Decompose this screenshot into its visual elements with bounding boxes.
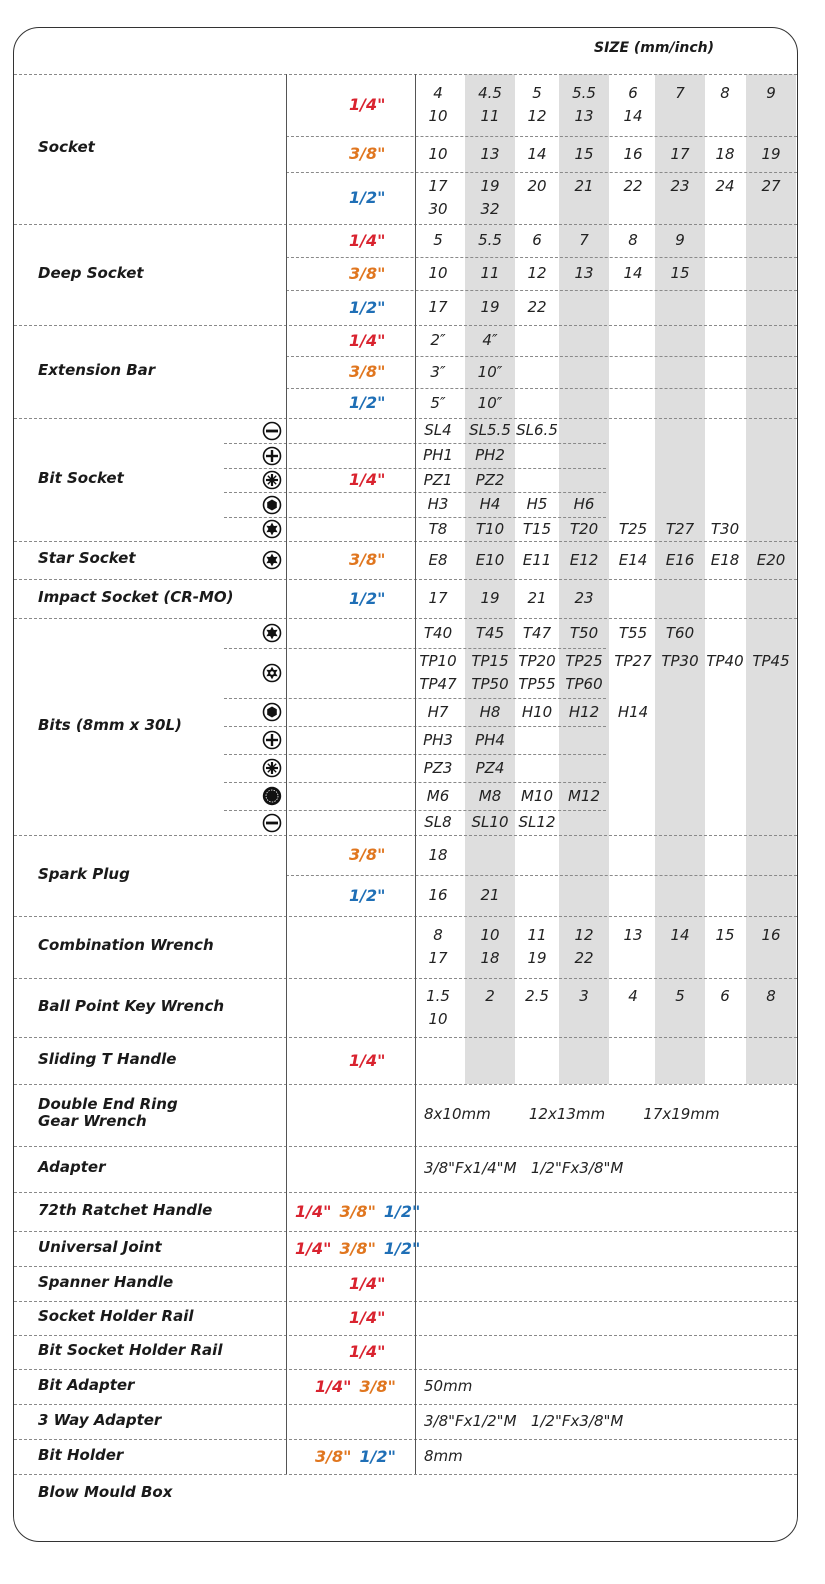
drive-size: 3/8" (315, 1446, 352, 1466)
drive-size-group (295, 1202, 420, 1221)
torx-icon (262, 550, 282, 570)
size-value: E11 (522, 550, 552, 569)
size-value: PH3 (423, 730, 453, 749)
row-separator (14, 1369, 797, 1370)
size-value: 9 (766, 84, 776, 102)
phillips-icon (262, 730, 282, 750)
drive-size: 1/2" (349, 393, 386, 412)
size-value: M12 (567, 786, 601, 805)
drive-size: 1/2" (383, 1238, 421, 1258)
size-value: H3 (427, 495, 449, 513)
size-value: 24 (715, 177, 735, 195)
size-value: 16 (428, 886, 448, 904)
size-value: M6 (426, 786, 450, 805)
row-separator (14, 916, 797, 917)
size-value: 10 (428, 144, 448, 163)
drive-size: 1/2" (359, 1446, 396, 1466)
size-value: T8 (428, 519, 448, 538)
row-separator (14, 579, 797, 580)
torx-plus-icon (262, 663, 282, 683)
size-value: 13 (574, 264, 594, 282)
size-value: 4 (433, 84, 443, 102)
size-value: 4.5 (478, 84, 502, 102)
size-value: 1.5 (426, 986, 450, 1005)
size-value: 6 (532, 231, 542, 249)
row-title: Spanner Handle (38, 1272, 174, 1291)
drive-size: 3/8" (349, 263, 386, 283)
hex-icon (262, 495, 282, 515)
size-value: 2.5 (525, 986, 549, 1005)
size-value: TP15 (471, 652, 509, 670)
row-title: Sliding T Handle (38, 1049, 177, 1068)
torx-icon (262, 519, 282, 539)
size-value: 17 (428, 949, 448, 967)
size-value: 5.5 (478, 231, 502, 249)
size-value: 13 (623, 926, 643, 944)
size-value: 5 (675, 986, 685, 1005)
size-value: 19 (761, 144, 781, 163)
row-separator (14, 325, 797, 326)
size-value: T50 (569, 623, 599, 642)
size-note: 3/8"Fx1/4"M 1/2"Fx3/8"M (424, 1159, 624, 1177)
row-title: Bits (8mm x 30L) (38, 715, 182, 734)
size-value: 5.5 (572, 84, 596, 102)
size-value: H8 (479, 702, 501, 721)
size-value: 5″ (430, 393, 446, 412)
size-value: 14 (670, 926, 690, 944)
row-title: Bit Adapter (38, 1375, 135, 1394)
size-value: 7 (579, 231, 589, 249)
size-value: 11 (480, 107, 500, 125)
size-value: T25 (618, 519, 648, 538)
size-value: SL5.5 (469, 421, 511, 439)
size-value: 9 (675, 231, 685, 249)
size-value: 22 (623, 177, 643, 195)
size-value: T15 (522, 519, 552, 538)
drive-size: 1/2" (383, 1201, 421, 1221)
pozidriv-icon (262, 470, 282, 490)
size-value: 2″ (430, 331, 446, 349)
size-value: H7 (427, 702, 449, 721)
size-value: M10 (520, 786, 554, 805)
size-value: T45 (475, 623, 505, 642)
drive-size-group (315, 1377, 396, 1396)
drive-size-group (295, 1239, 420, 1258)
row-title: Extension Bar (38, 360, 156, 379)
size-value: 11 (480, 264, 500, 282)
size-note: 3/8"Fx1/2"M 1/2"Fx3/8"M (424, 1411, 624, 1430)
drive-size: 3/8" (349, 550, 386, 569)
row-separator (14, 1231, 797, 1232)
size-value: 21 (527, 589, 547, 607)
size-value: PZ3 (423, 758, 453, 777)
size-value: 21 (480, 886, 500, 904)
drive-size: 1/2" (349, 297, 386, 317)
drive-size: 1/2" (349, 588, 386, 608)
row-title: Spark Plug (38, 864, 130, 883)
size-value: 5 (532, 84, 542, 102)
size-value: 10 (428, 107, 448, 125)
sub-row-separator (286, 290, 797, 291)
size-value: 15 (574, 144, 594, 163)
size-value: 18 (428, 845, 448, 864)
size-value: 19 (527, 949, 547, 967)
row-title: 72th Ratchet Handle (38, 1200, 213, 1219)
size-value: 15 (715, 926, 735, 944)
size-value: 15 (670, 264, 690, 282)
size-value: TP30 (661, 652, 699, 670)
size-value: 19 (480, 589, 500, 607)
size-value: TP10 (419, 652, 457, 670)
size-value: E20 (756, 550, 786, 569)
size-value: T60 (665, 623, 695, 642)
drive-size: 1/2" (349, 885, 386, 905)
row-separator (14, 835, 797, 836)
row-separator (14, 1301, 797, 1302)
column-divider (286, 74, 287, 1474)
size-value: T47 (522, 623, 552, 642)
row-separator (14, 541, 797, 542)
size-chart-frame (13, 27, 798, 1542)
size-value: 12 (527, 107, 547, 125)
hex-icon (262, 702, 282, 722)
row-title: Ball Point Key Wrench (38, 996, 225, 1015)
size-value: TP27 (614, 652, 652, 670)
row-title: Blow Mould Box (38, 1483, 173, 1501)
size-note: 50mm (424, 1376, 473, 1395)
torx-icon (262, 623, 282, 643)
size-value: SL10 (471, 813, 509, 831)
row-title: Impact Socket (CR-MO) (38, 587, 234, 606)
size-value: SL6.5 (516, 421, 558, 439)
row-title-line: Gear Wrench (38, 1112, 147, 1131)
row-separator (14, 224, 797, 225)
size-value: T55 (618, 623, 648, 642)
row-title: Deep Socket (38, 263, 144, 282)
size-value: 8 (720, 84, 730, 102)
sub-row-separator (286, 172, 797, 173)
row-title: Combination Wrench (38, 936, 214, 954)
row-separator (14, 1037, 797, 1038)
size-value: 17 (670, 144, 690, 163)
size-value: 30 (428, 200, 448, 218)
drive-size: 1/4" (349, 95, 386, 114)
row-separator (14, 1439, 797, 1440)
size-value: 10″ (477, 362, 503, 381)
size-value: E14 (618, 550, 648, 569)
size-value: 17 (428, 298, 448, 316)
size-value: TP40 (706, 652, 744, 670)
size-value: E16 (665, 550, 695, 569)
size-value: 13 (574, 107, 594, 125)
size-value: E18 (710, 550, 740, 569)
size-value: 12 (527, 264, 547, 282)
drive-size: 3/8" (349, 144, 386, 163)
size-value: 8 (766, 986, 776, 1005)
drive-size: 1/4" (295, 1201, 332, 1221)
row-title: 3 Way Adapter (38, 1410, 162, 1429)
row-title: Bit Socket Holder Rail (38, 1341, 223, 1359)
size-value: 19 (480, 298, 500, 316)
size-value: PZ4 (475, 758, 505, 777)
size-value: 17 (428, 589, 448, 607)
row-separator (14, 1146, 797, 1147)
size-value: E8 (428, 550, 448, 569)
size-value: 6 (628, 84, 638, 102)
size-value: 23 (574, 589, 594, 607)
size-column-header: SIZE (mm/inch) (594, 40, 714, 56)
pozidriv-icon (262, 758, 282, 778)
drive-size: 1/4" (349, 1273, 386, 1293)
drive-size: 3/8" (339, 1201, 376, 1221)
size-value: PH4 (475, 730, 505, 749)
size-value: TP47 (419, 675, 457, 693)
size-value: SL4 (424, 421, 452, 439)
size-value: 13 (480, 144, 500, 163)
size-value: H10 (521, 702, 553, 721)
size-value: SL8 (424, 813, 452, 831)
slotted-icon (262, 813, 282, 833)
size-value: 5 (433, 231, 443, 249)
row-separator (14, 978, 797, 979)
size-value: H14 (617, 702, 649, 721)
row-separator (14, 1404, 797, 1405)
sub-row-separator (286, 356, 797, 357)
size-value: 12 (574, 926, 594, 944)
sub-row-separator (286, 875, 797, 876)
size-value: TP25 (565, 652, 603, 670)
drive-size: 3/8" (359, 1376, 396, 1396)
size-value: PZ1 (423, 470, 453, 489)
drive-size: 1/4" (349, 330, 386, 350)
size-value: 10″ (477, 393, 503, 412)
row-separator (14, 418, 797, 419)
row-title: Star Socket (38, 549, 136, 567)
row-title: Socket (38, 138, 95, 156)
slotted-icon (262, 421, 282, 441)
row-title: Bit Socket (38, 468, 124, 487)
size-value: 21 (574, 177, 594, 195)
size-value: 18 (715, 144, 735, 163)
row-separator (14, 1474, 797, 1475)
size-value: 18 (480, 949, 500, 967)
size-value: TP55 (518, 675, 556, 693)
socket-drive-size: 1/4" (349, 469, 386, 489)
phillips-icon (262, 446, 282, 466)
size-value: T40 (423, 623, 453, 642)
sub-row-separator (286, 257, 797, 258)
size-value: 20 (527, 177, 547, 195)
size-value: 6 (720, 986, 730, 1005)
size-value: 10 (428, 1009, 448, 1028)
row-title: Universal Joint (38, 1237, 162, 1256)
drive-size: 1/4" (315, 1376, 352, 1396)
size-note: 8mm (424, 1446, 463, 1465)
row-title: Socket Holder Rail (38, 1307, 194, 1325)
size-value: PZ2 (475, 470, 505, 489)
size-value: TP60 (565, 675, 603, 693)
sub-row-separator (286, 136, 797, 137)
size-value: H6 (573, 495, 595, 513)
size-value: TP20 (518, 652, 556, 670)
size-value: 3″ (430, 362, 446, 381)
size-value: 7 (675, 84, 685, 102)
drive-size: 1/4" (349, 1308, 386, 1327)
size-value: 17 (428, 177, 448, 195)
size-value: T27 (665, 519, 695, 538)
drive-size: 1/4" (349, 1050, 386, 1070)
row-separator (14, 1266, 797, 1267)
size-value: E12 (569, 550, 599, 569)
size-value: H12 (568, 702, 600, 721)
drive-size: 1/4" (349, 230, 386, 250)
size-value: PH2 (475, 446, 505, 464)
row-separator (14, 74, 797, 75)
size-value: H4 (479, 495, 501, 513)
size-value: E10 (475, 550, 505, 569)
column-divider (415, 74, 416, 1474)
size-value: 3 (579, 986, 589, 1005)
size-note: 8x10mm 12x13mm 17x19mm (424, 1105, 720, 1123)
sub-row-separator (286, 388, 797, 389)
size-value: 14 (527, 144, 547, 163)
size-value: 19 (480, 177, 500, 195)
size-value: T20 (569, 519, 599, 538)
size-value: PH1 (423, 446, 453, 464)
row-title: Bit Holder (38, 1445, 124, 1464)
row-separator (14, 1192, 797, 1193)
drive-size: 1/4" (295, 1238, 332, 1258)
size-value: 8 (628, 231, 638, 249)
size-value: 4″ (482, 331, 498, 349)
size-value: H5 (526, 495, 548, 513)
size-value: 14 (623, 107, 643, 125)
size-value: T30 (710, 519, 740, 538)
row-separator (14, 618, 797, 619)
drive-size: 3/8" (349, 362, 386, 381)
size-value: TP50 (471, 675, 509, 693)
size-value: TP45 (752, 652, 790, 670)
size-value: M8 (478, 786, 502, 805)
drive-size: 1/4" (349, 1342, 386, 1361)
size-value: 23 (670, 177, 690, 195)
size-value: 16 (623, 144, 643, 163)
size-value: SL12 (518, 813, 556, 831)
row-separator (14, 1084, 797, 1085)
size-value: 2 (485, 986, 495, 1005)
size-value: 16 (761, 926, 781, 944)
size-value: 11 (527, 926, 547, 944)
drive-size: 3/8" (339, 1238, 376, 1258)
drive-size-group (315, 1447, 396, 1466)
size-value: 32 (480, 200, 500, 218)
size-value: 22 (574, 949, 594, 967)
drive-size: 3/8" (349, 845, 386, 864)
size-value: 14 (623, 264, 643, 282)
size-value: 8 (433, 926, 443, 944)
drive-size: 1/2" (349, 188, 386, 207)
size-value: 10 (428, 264, 448, 282)
size-value: 10 (480, 926, 500, 944)
row-separator (14, 1335, 797, 1336)
size-value: T10 (475, 519, 505, 538)
row-title: Adapter (38, 1158, 106, 1176)
size-value: 22 (527, 298, 547, 316)
size-value: 27 (761, 177, 781, 195)
spline-icon (262, 786, 282, 806)
row-title-line: Double End Ring (38, 1095, 178, 1113)
row-title (38, 1096, 178, 1131)
size-value: 4 (628, 986, 638, 1005)
